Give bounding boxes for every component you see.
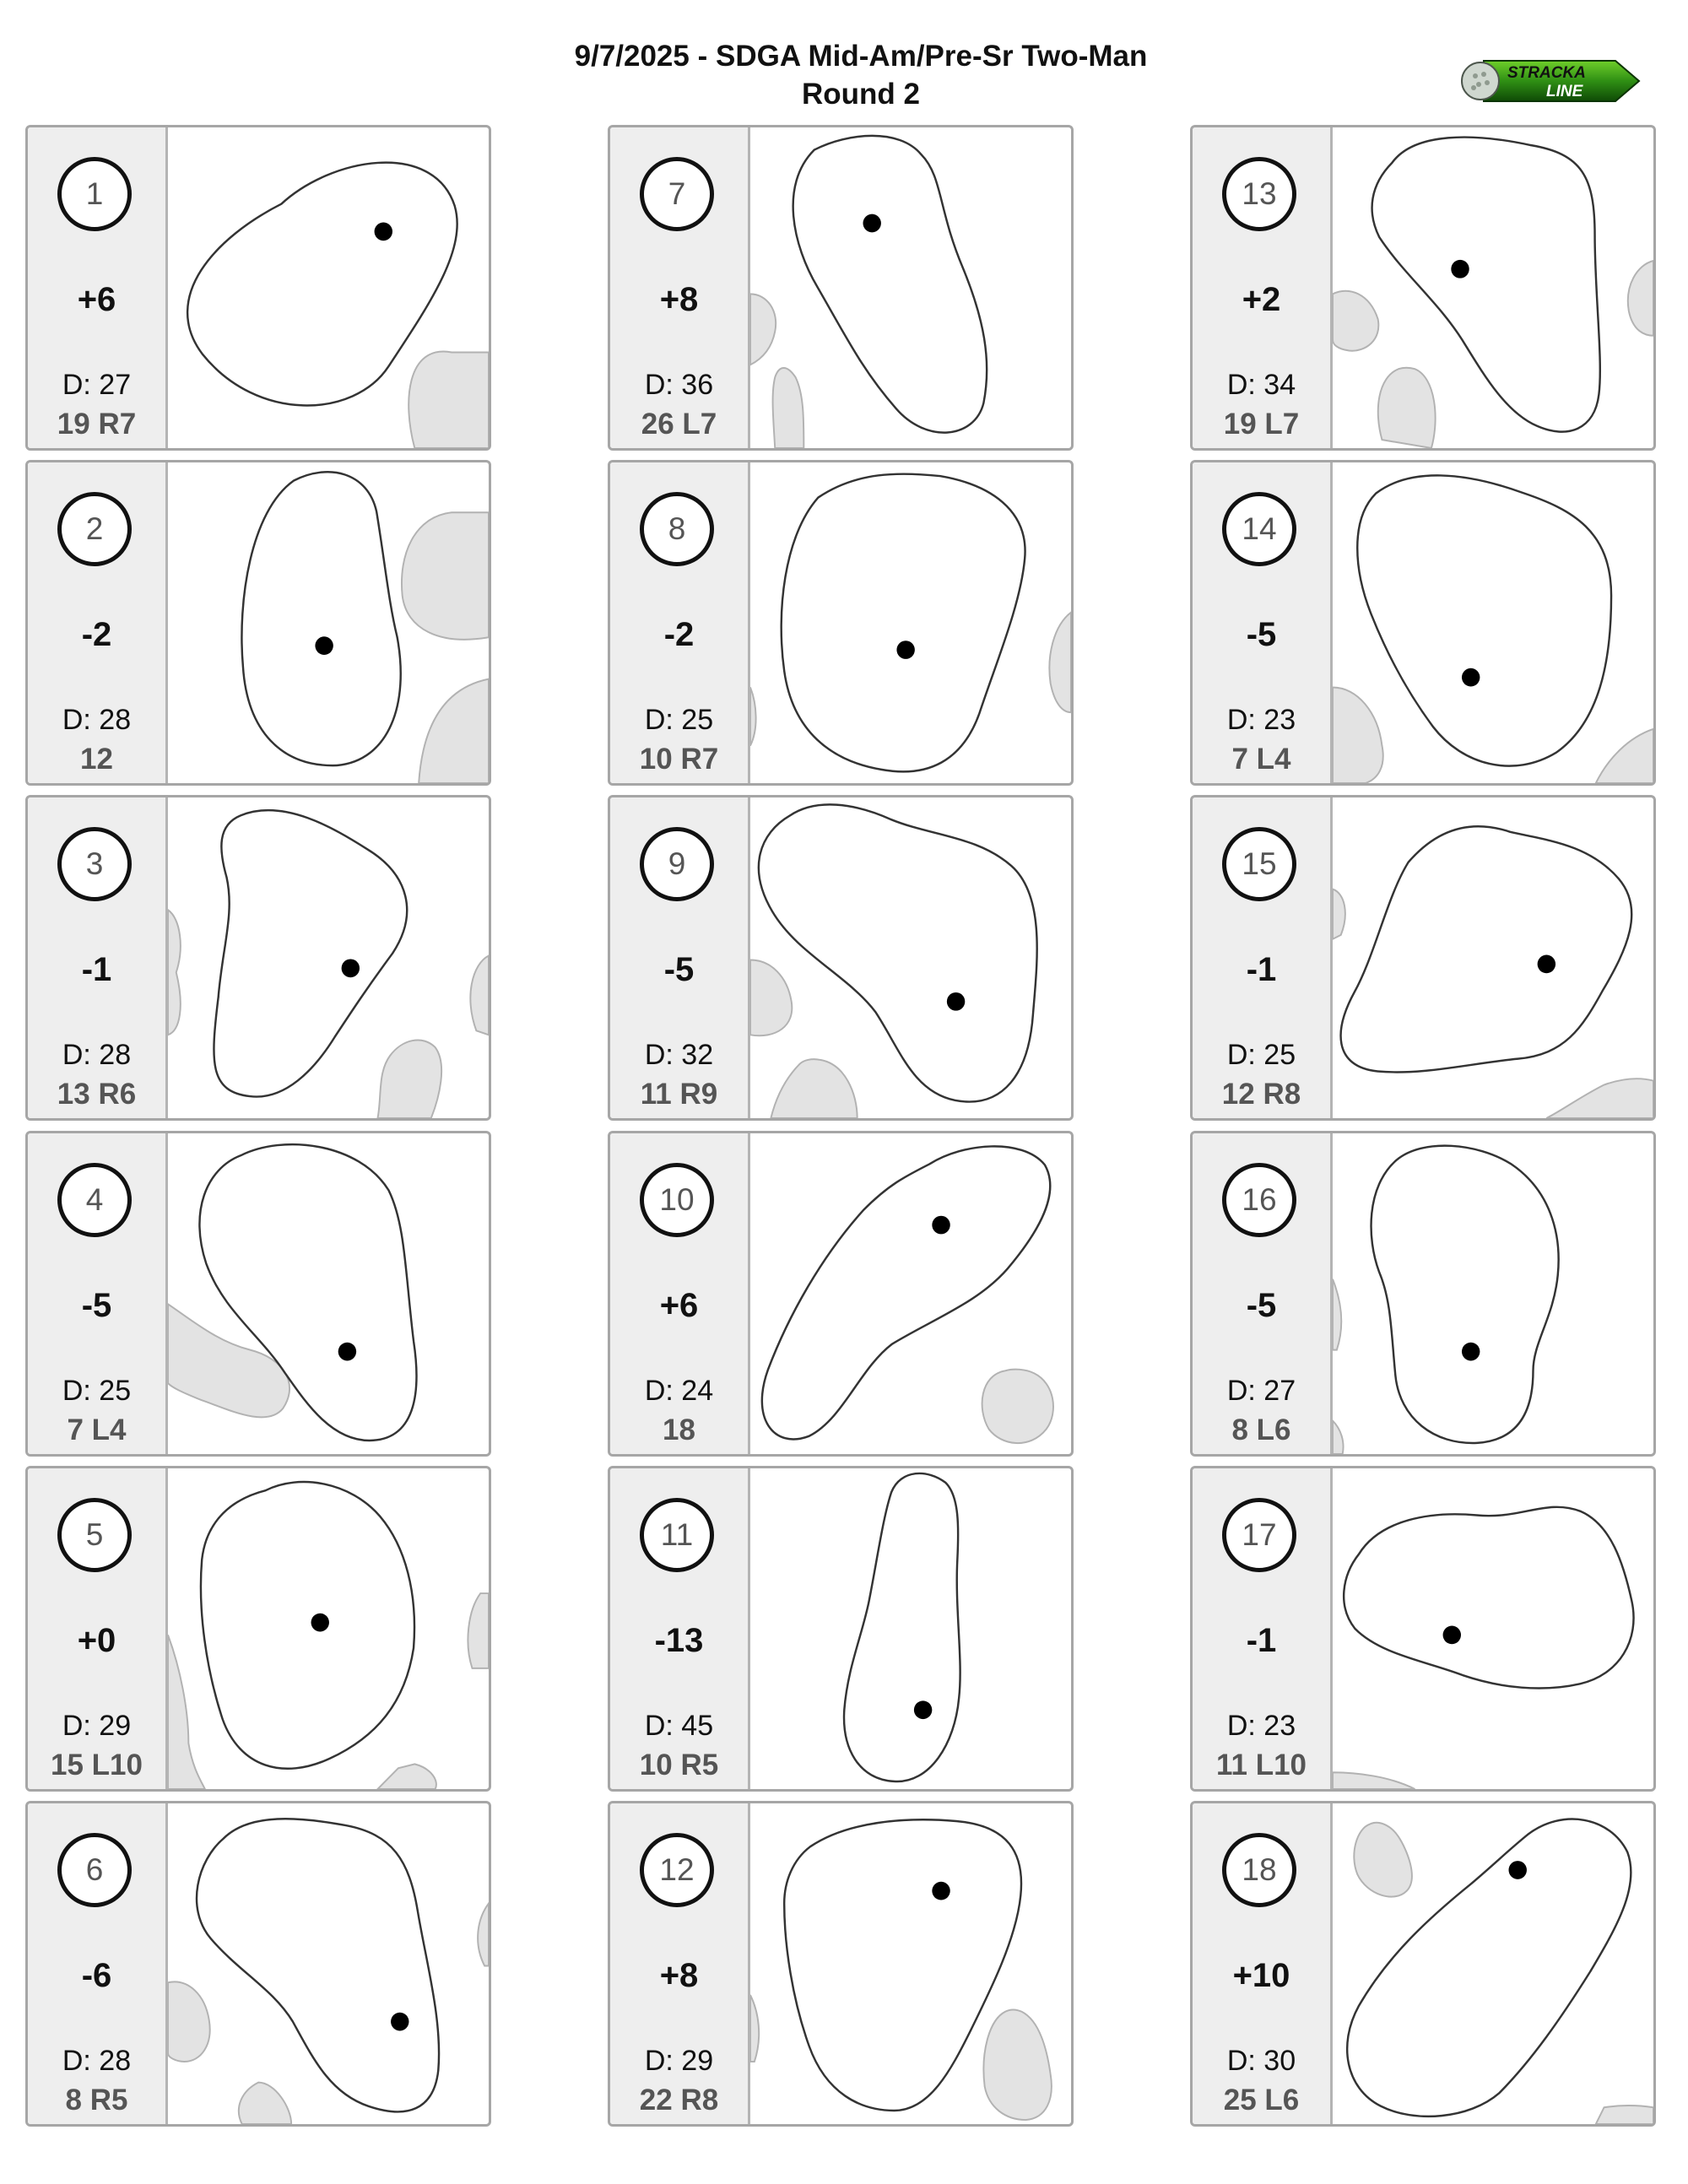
hole-score: +8 [659,1957,699,1994]
hole-number: 12 [640,1833,714,1907]
hole-card [25,1131,491,1457]
hazard-area [1546,1078,1653,1118]
pin-location: 26 L7 [641,408,717,441]
hole-info-panel [610,797,750,1118]
hole-info-panel [1193,1468,1333,1789]
hole-card [608,1466,1074,1792]
hole-number: 4 [57,1163,132,1237]
green-map [168,1133,489,1454]
hole-card [608,460,1074,786]
hole-info-panel [28,462,168,783]
green-outline-inner [784,477,1022,768]
green-map [750,1803,1071,2124]
pin-position-dot [896,641,914,659]
hole-card [25,1801,491,2127]
hazard-area [982,1370,1053,1443]
green-depth: D: 30 [1226,2045,1296,2077]
page-header [506,37,1215,113]
hole-score: -13 [654,1622,704,1659]
pin-position-dot [1538,955,1555,974]
pin-location: 12 [80,743,113,776]
green-depth: D: 27 [62,369,132,401]
hole-info-panel [28,1803,168,2124]
green-map [1333,1133,1653,1454]
hazard-area [1354,1823,1412,1897]
hazard-area [1333,1421,1344,1454]
hazard-area [1333,687,1383,783]
hazard-area [419,679,489,783]
green-map [168,127,489,448]
pin-position-dot [1509,1861,1527,1879]
green-depth: D: 36 [644,369,714,401]
hazard-area [1333,1772,1415,1789]
hazard-area [478,1903,489,1965]
pin-position-dot [375,223,392,241]
hole-card [1190,460,1656,786]
stracka-line-logo [1458,52,1641,110]
green-depth: D: 34 [1226,369,1296,401]
logo-text-bottom: LINE [1546,83,1583,100]
hole-score: +2 [1242,281,1281,318]
hazard-area [983,2010,1051,2121]
pin-location: 19 R7 [57,408,137,441]
hole-score: -2 [663,616,695,653]
green-map [1333,1468,1653,1789]
pin-position-dot [932,1216,950,1235]
pin-position-dot [1451,260,1469,278]
green-outline-inner [1347,1510,1631,1684]
hazard-area [773,368,804,448]
pin-location: 8 R5 [65,2084,128,2116]
hole-number: 17 [1222,1498,1296,1572]
hole-number: 6 [57,1833,132,1907]
pin-position-dot [1443,1626,1461,1645]
green-outline-inner [191,165,454,402]
green-depth: D: 28 [62,2045,132,2077]
hole-number: 3 [57,827,132,901]
pin-position-dot [947,992,965,1011]
hole-card [1190,1801,1656,2127]
hole-info-panel [28,1133,168,1454]
pin-location: 11 L10 [1215,1749,1307,1781]
hazard-area [168,1635,205,1789]
green-depth: D: 45 [644,1710,714,1742]
hole-info-panel [610,1803,750,2124]
green-depth: D: 29 [62,1710,132,1742]
green-depth: D: 27 [1226,1375,1296,1407]
green-map [750,462,1071,783]
hazard-area [377,1040,441,1118]
hole-info-panel [610,462,750,783]
pin-position-dot [338,1343,356,1361]
green-depth: D: 25 [1226,1039,1296,1071]
green-outline-inner [1361,478,1609,763]
hole-number: 10 [640,1163,714,1237]
hole-score: -1 [81,951,112,988]
hazard-area [1628,261,1653,336]
hole-info-panel [1193,462,1333,783]
hole-card [25,1466,491,1792]
hole-card [608,795,1074,1121]
hole-score: -5 [81,1287,112,1324]
hazard-area [1596,729,1653,783]
pin-location: 10 R7 [639,743,719,776]
hole-score: +10 [1232,1957,1290,1994]
pin-location: 11 R9 [640,1078,718,1111]
logo-text-top: STRACKA [1507,64,1586,82]
hazard-area [750,1995,759,2062]
hazard-area [408,352,489,448]
hole-card [608,1801,1074,2127]
pin-location: 7 L4 [67,1414,127,1446]
page-subtitle: Round 2 [802,78,920,111]
pin-position-dot [1462,668,1480,687]
hole-number: 18 [1222,1833,1296,1907]
green-depth: D: 28 [62,704,132,736]
pin-position-dot [342,959,360,977]
hazard-area [750,687,756,745]
hole-number: 8 [640,492,714,566]
green-map [168,1803,489,2124]
pin-position-dot [932,1882,950,1900]
hole-number: 2 [57,492,132,566]
green-outline-inner [1344,830,1628,1069]
hole-card [25,125,491,451]
hole-score: -5 [1246,616,1277,653]
pin-location: 18 [663,1414,695,1446]
hazard-area [750,294,776,365]
green-depth: D: 23 [1226,1710,1296,1742]
pin-location: 13 R6 [57,1078,137,1111]
hole-number: 7 [640,157,714,231]
pin-position-dot [315,636,333,655]
hole-info-panel [28,1468,168,1789]
hazard-area [771,1059,857,1118]
green-map [750,797,1071,1118]
pin-position-dot [1462,1343,1480,1361]
page-title: 9/7/2025 - SDGA Mid-Am/Pre-Sr Two-Man [574,40,1148,73]
green-depth: D: 25 [62,1375,132,1407]
hole-card [608,125,1074,451]
hole-score: -5 [663,951,695,988]
hole-card [608,1131,1074,1457]
hole-score: -1 [1246,951,1277,988]
green-map [168,462,489,783]
green-outline-inner [847,1477,957,1779]
pin-location: 8 L6 [1231,1414,1291,1446]
hole-info-panel [1193,797,1333,1118]
pin-position-dot [914,1700,932,1719]
hole-score: -5 [1246,1287,1277,1324]
pin-position-dot [311,1614,329,1632]
hole-score: +8 [659,281,699,318]
hazard-area [168,1981,210,2062]
green-depth: D: 25 [644,704,714,736]
hole-info-panel [610,1468,750,1789]
hazard-area [1333,889,1345,939]
green-depth: D: 23 [1226,704,1296,736]
hole-score: +0 [77,1622,116,1659]
hazard-area [377,1764,436,1789]
pin-location: 12 R8 [1221,1078,1301,1111]
hazard-area [1049,613,1071,712]
hole-info-panel [1193,127,1333,448]
pin-location: 10 R5 [639,1749,719,1781]
hole-number: 1 [57,157,132,231]
green-depth: D: 29 [644,2045,714,2077]
hazard-area [402,512,489,640]
green-map [168,1468,489,1789]
green-depth: D: 28 [62,1039,132,1071]
hole-score: +6 [659,1287,699,1324]
pin-location: 7 L4 [1231,743,1291,776]
hole-info-panel [610,127,750,448]
green-map [168,797,489,1118]
green-depth: D: 32 [644,1039,714,1071]
hazard-area [1378,368,1436,448]
hole-info-panel [610,1133,750,1454]
green-depth: D: 24 [644,1375,714,1407]
green-outline-inner [1374,1149,1555,1440]
green-map [1333,1803,1653,2124]
hole-number: 11 [640,1498,714,1572]
green-map [1333,462,1653,783]
pin-position-dot [391,2013,408,2031]
green-map [750,1468,1071,1789]
green-map [750,1133,1071,1454]
hole-score: -2 [81,616,112,653]
hole-card [1190,1131,1656,1457]
hazard-area [1596,2106,1653,2124]
pin-location: 19 L7 [1223,408,1300,441]
hole-info-panel [1193,1133,1333,1454]
hole-score: +6 [77,281,116,318]
hazard-area [470,956,489,1035]
green-map [750,127,1071,448]
pin-location: 25 L6 [1223,2084,1300,2116]
hole-number: 13 [1222,157,1296,231]
pin-location: 22 R8 [639,2084,719,2116]
pin-location: 15 L10 [51,1749,143,1781]
hazard-area [239,2083,291,2124]
hole-score: -6 [81,1957,112,1994]
hole-card [1190,125,1656,451]
hole-info-panel [28,797,168,1118]
hazard-area [1333,291,1378,351]
hole-card [1190,1466,1656,1792]
hazard-area [750,960,792,1035]
hole-number: 14 [1222,492,1296,566]
green-outline-inner [796,139,983,430]
green-outline-inner [245,475,398,762]
hole-number: 15 [1222,827,1296,901]
hole-info-panel [28,127,168,448]
hazard-area [168,910,181,1035]
green-outline-inner [762,808,1034,1099]
hazard-area [468,1593,489,1668]
hole-score: -1 [1246,1622,1277,1659]
hole-card [25,795,491,1121]
hole-info-panel [1193,1803,1333,2124]
hole-card [25,460,491,786]
hole-number: 16 [1222,1163,1296,1237]
pin-position-dot [863,214,880,233]
hole-number: 9 [640,827,714,901]
hole-number: 5 [57,1498,132,1572]
hole-card [1190,795,1656,1121]
hazard-area [1333,1279,1341,1350]
green-map [1333,797,1653,1118]
green-map [1333,127,1653,448]
